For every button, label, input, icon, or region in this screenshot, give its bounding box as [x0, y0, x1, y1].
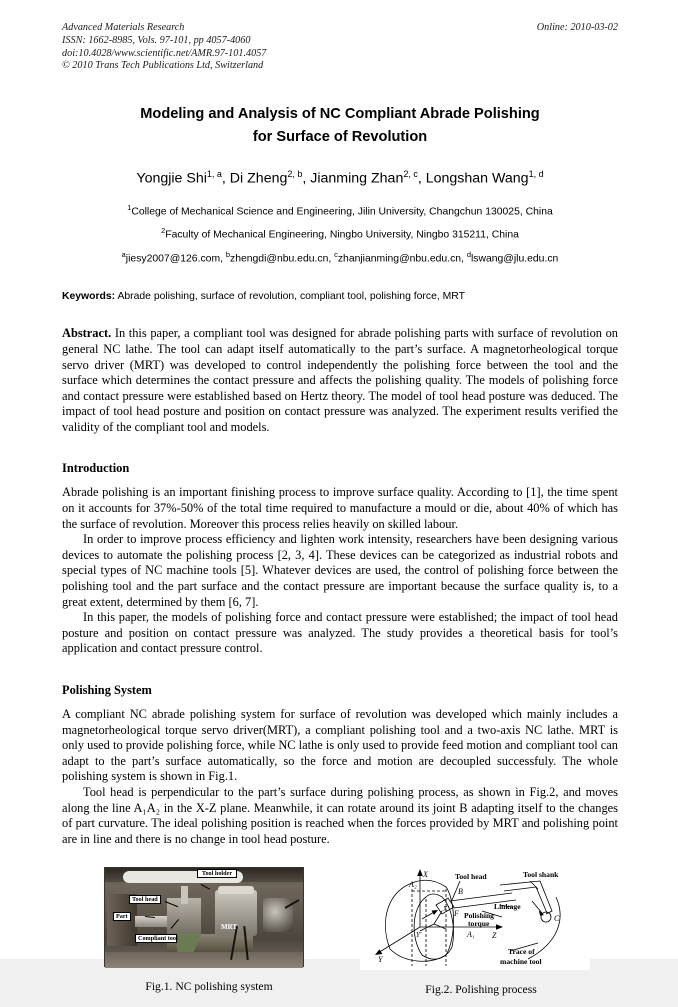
intro-paragraph-3: In this paper, the models of polishing force and contact pressure were established; the impact of tool head posture and position on contact pressure was analyzed. The study provides a theoretical basis for tool’s application and contact pressure control.: [62, 610, 618, 656]
figure-2-axis-y-prime: Y': [416, 931, 422, 940]
section-heading-introduction: Introduction: [62, 461, 130, 476]
author-sep-1: ,: [221, 170, 230, 187]
figure-2-point-f: F: [454, 909, 459, 919]
affiliation-2: [62, 221, 618, 244]
author-4-name: Longshan Wang: [425, 170, 529, 187]
keywords-label: Keywords:: [62, 291, 116, 303]
figure-1-label-tool-head: Tool head: [129, 895, 161, 904]
figure-2-point-a1: A₁: [467, 930, 475, 940]
polishing-paragraph-2: Tool head is perpendicular to the part’s surface during polishing process, as shown in Fig.2, and moves along the line A₁A₂ in the X-Z plane. Meanwhile, it can rotate around its joint B adapting itself to the changes of part curvature. The ideal polishing position is reached when the forces provided by MRT and polishing point are in line and there is no change in tool head posture.: [62, 784, 618, 846]
author-emails: [62, 245, 618, 268]
photo-tool-shank: [181, 886, 188, 904]
affiliations: [62, 198, 618, 245]
author-4-sup: 1, d: [528, 169, 544, 180]
author-sep-2: ,: [302, 170, 311, 187]
author-3-sup: 2, c: [403, 169, 418, 180]
figure-1-label-tool-holder: Tool holder: [197, 869, 237, 878]
author-1-sup: 1, a: [206, 169, 222, 180]
figure-2-axis-z: Z: [492, 931, 497, 941]
affiliation-2-text: Faculty of Mechanical Engineering, Ningbo University, Ningbo 315211, China: [165, 229, 519, 241]
figure-2: [360, 867, 602, 996]
polishing-paragraph-1: A compliant NC abrade polishing system for surface of revolution was developed which mainly includes a magnetorheological torque servo driver(MRT), a compliant polishing tool and a two-axis NC lathe. MRT is only used to provide polishing force, while NC lathe is only used to provide feed motion and compliant tool can adapt to the part’s surface automatically, so the force and motion are decoupled successfuly. The whole polishing system is shown in Fig.1.: [62, 707, 618, 784]
author-1-name: Yongjie Shi: [136, 170, 207, 187]
email-c[interactable]: zhanjianming@nbu.edu.cn,: [337, 253, 467, 265]
figure-2-point-a2: A₂: [409, 880, 417, 890]
affiliation-2-sup: 2: [161, 226, 166, 236]
figure-2-label-tool-head: Tool head: [455, 872, 487, 882]
email-a[interactable]: jiesy2007@126.com,: [125, 253, 226, 265]
figure-row: [62, 867, 618, 1007]
figure-2-diagram: [360, 867, 590, 970]
keywords-line: [62, 290, 618, 304]
figure-2-label-tool-shank: Tool shank: [523, 870, 559, 880]
online-date: Online: 2010-03-02: [536, 22, 618, 33]
title-line-1: Modeling and Analysis of NC Compliant Abrade Polishing: [140, 106, 540, 123]
author-2-name: Di Zheng: [229, 170, 288, 187]
author-2-sup: 2, b: [287, 169, 303, 180]
intro-paragraph-1: Abrade polishing is an important finishing process to improve surface quality. According to [1], the time spent on it accounts for 37%-50% of the total time required to manufacture a mould or die, about 40% of which has the surface of revolution. Moreover this process relies heavily on skilled labour.: [62, 485, 618, 531]
affiliation-1: [62, 198, 618, 221]
figure-2-axis-x: X: [423, 870, 428, 880]
abstract: [62, 326, 618, 435]
figure-1-label-mrt: MRT: [221, 923, 238, 932]
figure-2-label-trace-2: machine tool: [500, 957, 542, 967]
email-b[interactable]: zhengdi@nbu.edu.cn,: [230, 253, 335, 265]
affiliation-1-sup: 1: [127, 202, 132, 212]
figure-1-label-compliant-tool: Compliant tool: [135, 934, 177, 943]
title-line-2: for Surface of Revolution: [252, 129, 428, 146]
intro-paragraph-2: In order to improve process efficiency and lighten work intensity, researchers have been designing various devices to automate the polishing process [2, 3, 4]. These devices can be categorized as industrial robots and special types of NC machine tools [5]. Whatever devices are used, the control of polishing force between the polishing tool and the part surface and the contact pressure are important because the surface quality is, to a great extent, determined by them [6, 7].: [62, 532, 618, 609]
photo-mrt-cap: [218, 886, 254, 894]
journal-name: Advanced Materials Research: [62, 22, 185, 33]
journal-header-left: [62, 22, 482, 73]
figure-1-caption: Fig.1. NC polishing system: [145, 980, 273, 994]
figure-2-label-polishing: Polishing: [464, 911, 494, 921]
page-content: [62, 22, 618, 1007]
author-list: [62, 165, 618, 188]
figure-1: [104, 867, 314, 993]
figure-2-svg: [360, 867, 590, 970]
figure-2-axis-y: Y: [378, 955, 383, 965]
journal-issn: ISSN: 1662-8985, Vols. 97-101, pp 4057-4060: [62, 34, 251, 46]
figure-2-label-trace-1: Trace of: [508, 947, 535, 957]
journal-doi: doi:10.4028/www.scientific.net/AMR.97-101.4057: [62, 47, 267, 59]
section-heading-polishing-system: Polishing System: [62, 683, 152, 698]
abstract-text: In this paper, a compliant tool was designed for abrade polishing parts with surface of revolution on general NC lathe. The tool can adapt itself automatically to the part’s surface. A magnetorheological torque servo driver (MRT) was developed to control independently the polishing force between the tool and the surface which determines the contact pressure and affects the polishing quality. The models of polishing force and contact pressure were established based on Hertz theory. The model of tool head posture was deduced. The impact of tool head posture and position on contact pressure was analyzed. The experiment results verified the validity of the compliant tool and models.: [62, 326, 618, 434]
email-d-sup: d: [466, 249, 471, 259]
email-c-sup: c: [334, 249, 338, 259]
page-title: [62, 103, 618, 149]
figure-2-point-c: C: [554, 914, 560, 924]
abstract-label: Abstract.: [62, 326, 112, 341]
email-d[interactable]: lswang@jlu.edu.cn: [470, 253, 559, 265]
figure-2-label-torque: torque: [468, 919, 490, 929]
figure-1-photo: [104, 867, 304, 967]
journal-copyright: © 2010 Trans Tech Publications Ltd, Switzerland: [62, 60, 264, 72]
email-b-sup: b: [225, 249, 230, 259]
figure-2-point-b: B: [458, 887, 463, 897]
affiliation-1-text: College of Mechanical Science and Engineering, Jilin University, Changchun 130025, China: [131, 206, 553, 218]
figure-2-label-linkage: Linkage: [494, 902, 521, 912]
journal-header: [62, 22, 618, 73]
photo-bench: [105, 952, 303, 968]
keywords-value: Abrade polishing, surface of revolution, compliant tool, polishing force, MRT: [115, 291, 465, 303]
figure-2-caption: Fig.2. Polishing process: [425, 983, 537, 997]
figure-1-label-part: Part: [113, 912, 131, 921]
author-3-name: Jianming Zhan: [310, 170, 404, 187]
author-sep-3: ,: [417, 170, 426, 187]
email-a-sup: a: [121, 249, 126, 259]
figure-2-axis-x-prime: X': [443, 905, 449, 914]
